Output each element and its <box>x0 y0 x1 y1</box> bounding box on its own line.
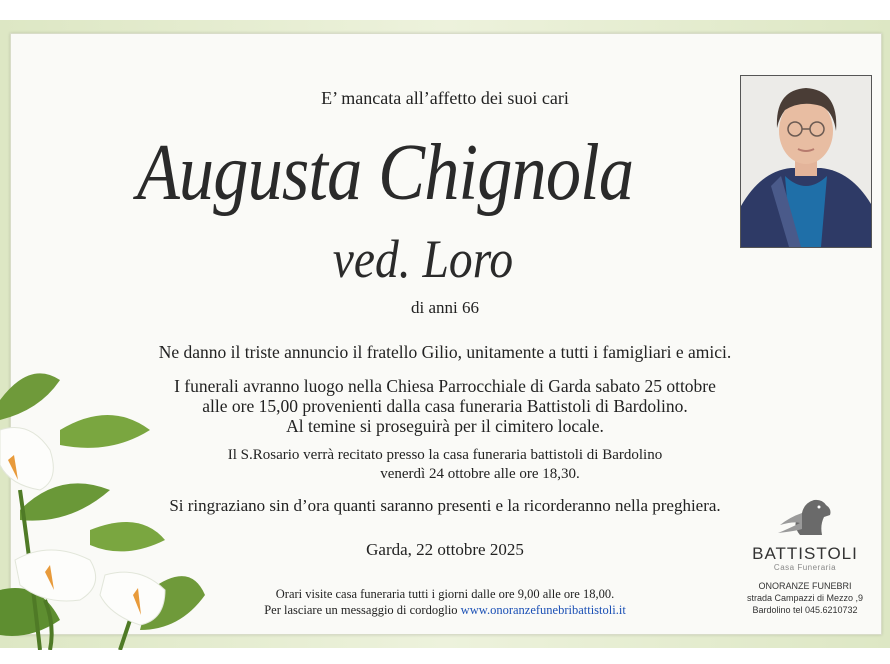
funeral-line: alle ore 15,00 provenienti dalla casa funeraria Battistoli di Bardolino. <box>202 396 688 416</box>
place-date: Garda, 22 ottobre 2025 <box>366 540 524 559</box>
intro-text: E’ mancata all’affetto dei suoi cari <box>321 88 569 108</box>
funeral-home-logo <box>740 495 870 616</box>
funeral-line: I funerali avranno luogo nella Chiesa Parrocchiale di Garda sabato 25 ottobre <box>174 376 716 396</box>
horse-head-logo <box>770 495 840 537</box>
deceased-name: Augusta Chignola <box>136 129 634 217</box>
thanks: Si ringraziano sin d’ora quanti saranno presenti e la ricorderanno nella preghiera. <box>169 496 721 515</box>
condolence-text: Per lasciare un messaggio di cordoglio <box>264 603 461 617</box>
calla-lily-decoration <box>0 360 210 650</box>
age: di anni 66 <box>411 298 479 317</box>
announcement: Ne danno il triste annuncio il fratello Gilio, unitamente a tutti i famigliari e amici. <box>158 342 732 362</box>
logo-contact <box>740 580 870 616</box>
logo-line: ONORANZE FUNEBRI <box>758 581 852 591</box>
logo-line: strada Campazzi di Mezzo ,9 <box>746 593 864 603</box>
visit-hours: Orari visite casa funeraria tutti i giorni dalle ore 9,00 alle ore 18,00. <box>275 587 615 601</box>
portrait-photo <box>740 75 872 248</box>
widow-of: ved. Loro <box>332 229 514 289</box>
rosary-line: venerdì 24 ottobre alle ore 18,30. <box>380 466 580 482</box>
website-link[interactable]: www.onoranzefunebribattistoli.it <box>460 603 626 617</box>
logo-line: Bardolino tel 045.6210732 <box>752 605 858 615</box>
rosary-line: Il S.Rosario verrà recitato presso la casa funeraria battistoli di Bardolino <box>227 447 663 463</box>
funeral-line: Al temine si proseguirà per il cimitero locale. <box>286 416 604 436</box>
logo-name: BATTISTOLI <box>752 544 858 563</box>
logo-subtitle: Casa Funeraria <box>773 563 837 572</box>
